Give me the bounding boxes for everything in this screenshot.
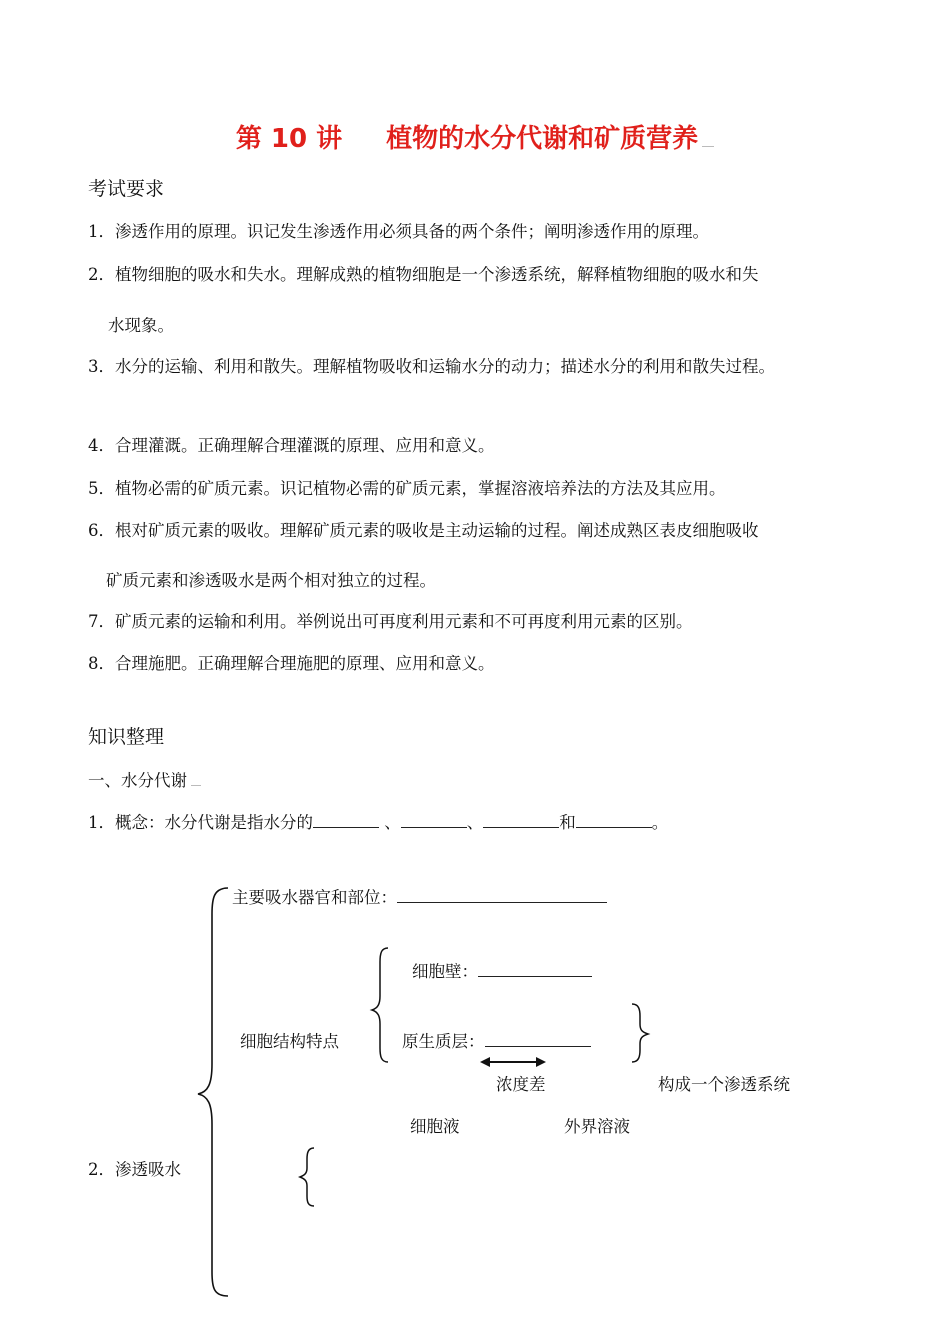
requirement-item-5: 5．植物必需的矿质元素。识记植物必需的矿质元素，掌握溶液培养法的方法及其应用。 <box>88 479 726 498</box>
osmotic-absorption-label: 2．渗透吸水 <box>88 1160 181 1179</box>
requirement-item-2: 2．植物细胞的吸水和失水。理解成熟的植物细胞是一个渗透系统，解释植物细胞的吸水和失 <box>88 265 759 284</box>
small-brace <box>300 1148 314 1206</box>
cell-wall-line: 细胞壁： <box>412 958 592 982</box>
requirements-heading: 考试要求 <box>88 178 165 200</box>
requirement-item-6-cont: 矿质元素和渗透吸水是两个相对独立的过程。 <box>106 571 436 590</box>
cell-structure-label: 细胞结构特点 <box>240 1032 339 1051</box>
main-organ-blank[interactable] <box>397 885 607 903</box>
protoplast-blank[interactable] <box>485 1029 591 1047</box>
requirement-item-2-cont: 水现象。 <box>108 316 174 335</box>
lecture-topic: 植物的水分代谢和矿质营养 <box>386 124 699 154</box>
structure-brace <box>372 948 388 1062</box>
requirement-item-3: 3．水分的运输、利用和散失。理解植物吸收和运输水分的动力；描述水分的利用和散失过程。 <box>88 357 775 376</box>
cell-wall-blank[interactable] <box>478 959 592 977</box>
requirement-item-6: 6．根对矿质元素的吸收。理解矿质元素的吸收是主动运输的过程。阐述成熟区表皮细胞吸收 <box>88 521 759 540</box>
concept-line: 1．概念：水分代谢是指水分的 、 、 和 。 <box>88 809 668 833</box>
double-arrow-icon <box>480 1057 546 1067</box>
cell-sap-label: 细胞液 <box>410 1117 460 1136</box>
concept-prefix: 1．概念：水分代谢是指水分的 <box>88 813 313 832</box>
concentration-label: 浓度差 <box>496 1075 546 1094</box>
requirement-item-4: 4．合理灌溉。正确理解合理灌溉的原理、应用和意义。 <box>88 436 495 455</box>
section-water-metabolism: 一、水分代谢 <box>88 767 201 791</box>
big-brace <box>198 888 228 1296</box>
requirement-item-7: 7．矿质元素的运输和利用。举例说出可再度利用元素和不可再度利用元素的区别。 <box>88 612 693 631</box>
osmotic-system-label: 构成一个渗透系统 <box>658 1075 790 1094</box>
requirement-item-8: 8．合理施肥。正确理解合理施肥的原理、应用和意义。 <box>88 654 495 673</box>
protoplast-line: 原生质层： <box>402 1028 591 1052</box>
system-brace <box>632 1004 648 1062</box>
main-organ-line: 主要吸水器官和部位： <box>232 884 607 908</box>
external-solution-label: 外界溶液 <box>564 1117 630 1136</box>
lecture-number: 第 10 讲 <box>235 124 343 154</box>
knowledge-heading: 知识整理 <box>88 726 165 748</box>
requirement-item-1: 1．渗透作用的原理。识记发生渗透作用必须具备的两个条件；阐明渗透作用的原理。 <box>88 222 709 241</box>
